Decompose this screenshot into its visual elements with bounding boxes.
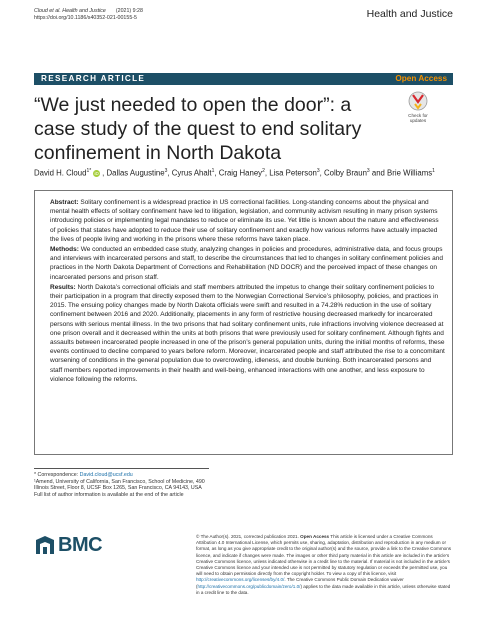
bmc-logo-icon bbox=[34, 534, 56, 556]
article-type: RESEARCH ARTICLE bbox=[41, 74, 146, 83]
author-affiliation: 3 bbox=[316, 168, 320, 174]
running-header bbox=[34, 8, 153, 22]
correspondence-email[interactable]: David.cloud@ucsf.edu bbox=[79, 472, 133, 478]
citation: Cloud et al. Health and Justice bbox=[34, 8, 106, 14]
license-copyright: © The Author(s). 2021, corrected publication 2021. bbox=[196, 534, 301, 539]
bmc-logo[interactable] bbox=[34, 530, 110, 560]
author-name[interactable]: Craig Haney bbox=[218, 168, 263, 178]
abstract-results bbox=[50, 283, 445, 384]
article-type-banner bbox=[34, 73, 453, 85]
correspondence-label: * Correspondence: bbox=[34, 472, 79, 478]
check-for-updates-line1: Check for bbox=[408, 113, 428, 118]
author-affiliation: 3 bbox=[366, 168, 370, 174]
check-for-updates-button[interactable] bbox=[400, 91, 436, 129]
check-for-updates-line2: updates bbox=[409, 118, 427, 123]
doi-link[interactable]: https://doi.org/10.1186/s40352-021-00155-5 bbox=[34, 15, 137, 21]
abstract-text: Solitary confinement is a widespread practice in US correctional facilities. Long-standing concerns about the physical and mental health effects of solitary confinement have led to litigation, legislation, and community activism resulting in many prison systems introducing policies or implementing legal mandates to reduce or eliminate its use. Yet little is known about the nature and effectiveness of policies that states have adopted to reduce their use of solitary confinement and exactly how various reforms have actually impacted the lives of people living and working in the prisons where these reforms have taken place. bbox=[50, 199, 439, 243]
abstract-background bbox=[50, 198, 445, 244]
license-link[interactable]: http://creativecommons.org/licenses/by/4.0/ bbox=[196, 577, 285, 583]
check-for-updates-icon bbox=[408, 91, 428, 112]
author-name[interactable]: Cyrus Ahalt bbox=[171, 168, 212, 178]
methods-text: We conducted an embedded case study, analyzing changes in policies and procedures, administrative data, and focus groups and interviews with incarcerated persons and staff, to describe the circumstances that led to changes in solitary confinement policies and practices in the North Dakota Department of Corrections and Rehabilitation (ND DOCR) and the perceived impact of these changes on incarcerated persons and prison staff. bbox=[50, 246, 443, 281]
author-list: David H. Cloud$^{1*}$ iD , Dallas Augustine$^3$, Cyrus Ahalt$^1$, Craig Haney$^2$, Lisa Peterson$^3$, Colby Braun$^3$ and Brie Williams$^1$ bbox=[34, 168, 435, 178]
author-name[interactable]: David H. Cloud bbox=[34, 168, 87, 178]
author-info-note: Full list of author information is available at the end of the article bbox=[34, 491, 184, 498]
license-statement bbox=[196, 534, 454, 596]
journal-name: Health and Justice bbox=[366, 8, 453, 20]
author-name[interactable]: Brie Williams bbox=[387, 168, 433, 178]
correspondence-footnote bbox=[34, 468, 209, 498]
license-text-end: ) applies to the data made available in this article, unless otherwise stated in a credit line to the data. bbox=[196, 583, 451, 595]
license-open-access-label: Open Access bbox=[300, 534, 330, 539]
year-volume: (2021) 9:28 bbox=[115, 8, 143, 14]
author-affiliation: 1* bbox=[86, 168, 92, 174]
author-affiliation-address: ¹Amend, University of California, San Francisco, School of Medicine, 490 Illinois Street, Floor 8, UCSF Box 1265, San Francisco, CA 94143, USA bbox=[34, 478, 205, 492]
results-text: North Dakota’s correctional officials and staff members attributed the impetus to change their solitary confinement policies to their participation in a program that directly exposed them to the Norwegian Correctional Service’s philosophy, policies, and practices in 2015. The ensuing policy changes made by North Dakota officials were swift and resulted in a 74.28% reduction in the use of solitary confinement between 2016 and 2020. Additionally, placements in any form of restrictive housing decreased markedly for incarcerated persons with serious mental illness. In the two prisons that had solitary confinement units, rule infractions involving violence decreased at one prison overall and it decreased within the units at both prisons that were previously used for solitary confinement. Although fights and assaults between incarcerated people increased in one of the prison’s general population units, during the initial months of reforms, these events continued to decline compared to years before reform. Moreover, incarcerated people and staff attributed the rise to a concomitant worsening of conditions in the general population due to overcrowding, idleness, and double bunking. Both incarcerated persons and staff members reported improvements in their health and well-being, enhanced interactions with one another, and less exposure to violence following the reforms. bbox=[50, 283, 445, 383]
results-label: Results: bbox=[50, 283, 76, 291]
license-text: This article is licensed under a Creative Commons Attribution 4.0 International License, which permits use, sharing, adaptation, distribution and reproduction in any medium or format, as long as you give appropriate credit to the original author(s) and the source, provide a link to the Creative Commons licence, and indicate if changes were made. The images or other third party material in this article are included in the article’s Creative Commons licence, unless indicated otherwise in a credit line to the material. If material is not included in the article’s Creative Commons licence and your intended use is not permitted by statutory regulation or exceeds the permitted use, you will need to obtain permission directly from the copyright holder. To view a copy of this licence, visit bbox=[196, 534, 452, 577]
author-name[interactable]: Lisa Peterson bbox=[269, 168, 317, 178]
orcid-icon[interactable]: iD bbox=[94, 171, 99, 177]
license-text-mid: . The Creative Commons Public Domain Dedication waiver ( bbox=[196, 577, 404, 589]
public-domain-link[interactable]: http://creativecommons.org/publicdomain/zero/1.0/ bbox=[197, 583, 301, 589]
author-affiliation: 3 bbox=[164, 168, 168, 174]
author-affiliation: 1 bbox=[432, 168, 435, 174]
bmc-logo-text: BMC bbox=[58, 534, 103, 556]
author-affiliation: 1 bbox=[211, 168, 215, 174]
author-name[interactable]: Colby Braun bbox=[324, 168, 367, 178]
check-for-updates-label bbox=[400, 113, 436, 123]
author-name[interactable]: Dallas Augustine bbox=[106, 168, 165, 178]
article-title: “We just needed to open the door”: a case study of the quest to end solitary confinement in North Dakota bbox=[34, 94, 362, 164]
open-access-badge: Open Access bbox=[395, 74, 447, 83]
author-affiliation: 2 bbox=[262, 168, 265, 174]
abstract-methods bbox=[50, 245, 445, 282]
abstract-label: Abstract: bbox=[50, 199, 79, 206]
abstract-box bbox=[34, 190, 453, 455]
methods-label: Methods: bbox=[50, 246, 79, 254]
